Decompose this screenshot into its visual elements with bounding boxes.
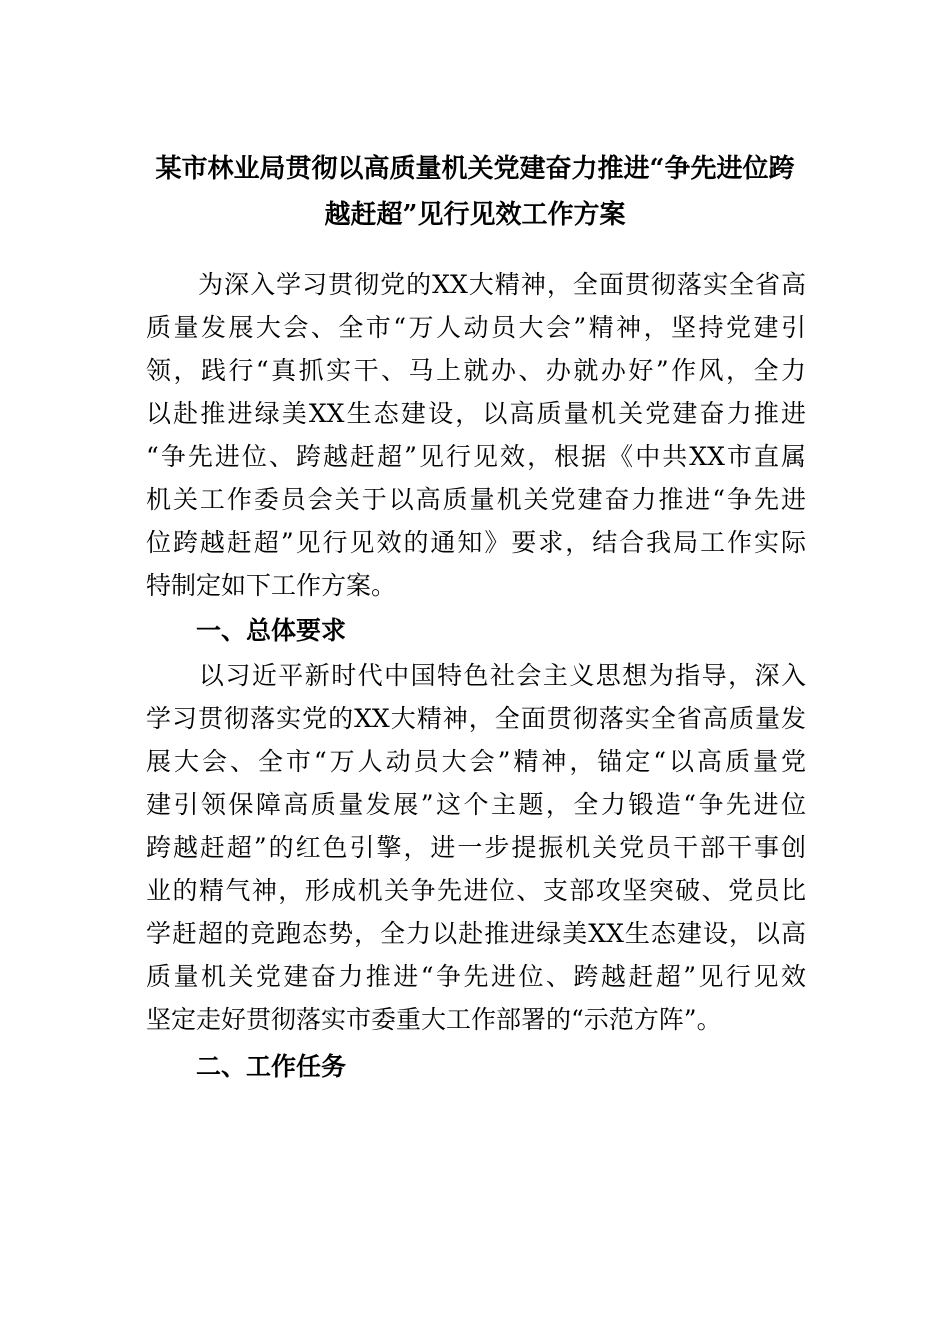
- section1-line: 质量机关党建奋力推进“争先进位、跨越赶超”见行见效: [146, 962, 806, 991]
- section-heading-general-requirements: 一、总体要求: [196, 616, 347, 645]
- intro-line: 特制定如下工作方案。: [146, 571, 397, 600]
- intro-line: 位跨越赶超”见行见效的通知》要求，结合我局工作实际: [146, 528, 806, 557]
- title-line-1: 某市林业局贯彻以高质量机关党建奋力推进“争先进位跨: [155, 154, 795, 184]
- section1-line: 学赶超的竞跑态势，全力以赴推进绿美XX生态建设，以高: [146, 919, 806, 948]
- section1-line: 业的精气神，形成机关争先进位、支部攻坚突破、党员比: [146, 876, 806, 905]
- section1-line: 跨越赶超”的红色引擎，进一步提振机关党员干部干事创: [146, 833, 806, 862]
- section1-line: 以习近平新时代中国特色社会主义思想为指导，深入: [146, 661, 806, 690]
- title-line-2: 越赶超”见行见效工作方案: [324, 200, 626, 230]
- intro-line: 质量发展大会、全市“万人动员大会”精神，坚持党建引: [146, 313, 806, 342]
- intro-line: 以赴推进绿美XX生态建设，以高质量机关党建奋力推进: [146, 399, 806, 428]
- section-heading-work-tasks: 二、工作任务: [196, 1052, 347, 1081]
- intro-line: 领，践行“真抓实干、马上就办、办就办好”作风，全力: [146, 356, 806, 385]
- intro-line: “争先进位、跨越赶超”见行见效，根据《中共XX市直属: [146, 442, 806, 471]
- section1-line: 坚定走好贯彻落实市委重大工作部署的“示范方阵”。: [146, 1005, 722, 1034]
- section1-line: 展大会、全市“万人动员大会”精神，锚定“以高质量党: [146, 747, 806, 776]
- document-title: [140, 146, 810, 238]
- section1-line: 学习贯彻落实党的XX大精神，全面贯彻落实全省高质量发: [146, 704, 806, 733]
- section1-line: 建引领保障高质量发展”这个主题，全力锻造“争先进位: [146, 790, 806, 819]
- intro-line: 机关工作委员会关于以高质量机关党建奋力推进“争先进: [146, 485, 806, 514]
- intro-line: 为深入学习贯彻党的XX大精神，全面贯彻落实全省高: [146, 270, 806, 299]
